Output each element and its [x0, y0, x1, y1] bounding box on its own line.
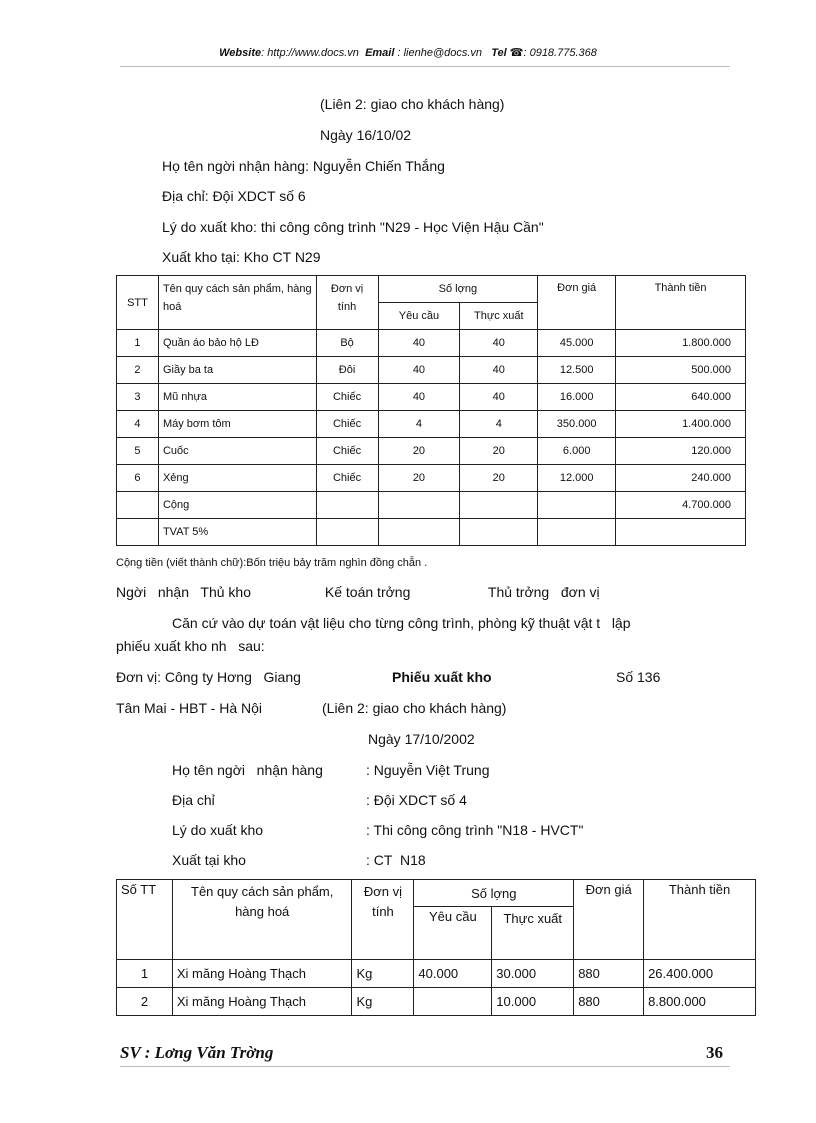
receiver-label-2: Họ tên ngời nhận hàng [172, 762, 323, 778]
header-stt: STT [117, 276, 159, 330]
cell-empty [117, 519, 159, 546]
cell-requested: 40.000 [414, 960, 492, 988]
cell-name: Quần áo bảo hộ LĐ [158, 330, 316, 357]
cell-price: 16.000 [538, 384, 616, 411]
cell-actual: 40 [460, 384, 538, 411]
cell-total: 500.000 [616, 357, 746, 384]
cell-total: 26.400.000 [644, 960, 756, 988]
cell-name: Mũ nhựa [158, 384, 316, 411]
cell-stt: 1 [117, 960, 173, 988]
cell-name: Máy bơm tôm [158, 411, 316, 438]
page-number: 36 [706, 1043, 723, 1062]
phone-icon: ☎ [509, 47, 524, 59]
cell-total: 1.800.000 [616, 330, 746, 357]
cell-empty [316, 492, 378, 519]
cell-stt: 6 [117, 465, 159, 492]
website: : http://www.docs.vn [261, 47, 359, 59]
header-name: Tên quy cách sản phẩm, hàng hoá [172, 880, 352, 960]
warehouse-1: Xuất kho tại: Kho CT N29 [162, 249, 321, 265]
cell-requested: 4 [378, 411, 460, 438]
table-row [117, 411, 746, 438]
cell-empty [538, 492, 616, 519]
cell-unit: Đôi [316, 357, 378, 384]
header-price: Đơn giá [574, 880, 644, 960]
cell-unit: Chiếc [316, 465, 378, 492]
table-row [117, 438, 746, 465]
address-label-2: Địa chỉ [172, 792, 215, 808]
header-name: Tên quy cách sản phẩm, hàng hoá [158, 276, 316, 330]
vat-label: TVAT 5% [158, 519, 316, 546]
header-actual: Thực xuất [492, 907, 574, 960]
voucher-1-table [116, 275, 746, 546]
student-name: SV : Lơng Văn Trờng [120, 1043, 274, 1062]
header-total: Thành tiền [644, 880, 756, 960]
cell-total: 1.400.000 [616, 411, 746, 438]
sum-row [117, 492, 746, 519]
cell-stt: 5 [117, 438, 159, 465]
voucher-title: Phiếu xuất kho [392, 669, 492, 685]
copy-note-2: (Liên 2: giao cho khách hàng) [322, 700, 507, 716]
footer-divider [120, 1066, 730, 1067]
reason-1: Lý do xuất kho: thi công công trình "N29 - Học Viện Hậu Cần" [162, 219, 544, 235]
table-row [117, 960, 756, 988]
email: : lienhe@docs.vn [397, 47, 483, 59]
warehouse-label-2: Xuất tại kho [172, 852, 246, 868]
cell-actual: 20 [460, 438, 538, 465]
cell-empty [538, 519, 616, 546]
cell-actual: 20 [460, 465, 538, 492]
unit-address: Tân Mai - HBT - Hà Nội [116, 700, 262, 716]
amount-in-words: Cộng tiền (viết thành chữ):Bốn triệu bảy trăm nghìn đồng chẵn . [116, 557, 428, 569]
header-qty: Số lợng [378, 276, 538, 303]
cell-empty [378, 519, 460, 546]
cell-unit: Chiếc [316, 384, 378, 411]
cell-requested: 20 [378, 465, 460, 492]
cell-stt: 4 [117, 411, 159, 438]
cell-empty [460, 492, 538, 519]
copy-note-1: (Liên 2: giao cho khách hàng) [320, 96, 505, 112]
sum-total: 4.700.000 [616, 492, 746, 519]
cell-total: 640.000 [616, 384, 746, 411]
cell-actual: 40 [460, 357, 538, 384]
cell-name: Giầy ba ta [158, 357, 316, 384]
header-requested: Yêu cầu [414, 907, 492, 960]
issuing-unit: Đơn vị: Công ty Hơng Giang [116, 669, 301, 685]
cell-requested: 40 [378, 384, 460, 411]
cell-price: 45.000 [538, 330, 616, 357]
address-1: Địa chỉ: Đội XDCT số 6 [162, 188, 306, 204]
cell-requested [414, 988, 492, 1016]
cell-requested: 20 [378, 438, 460, 465]
paragraph-line-2: phiếu xuất kho nh sau: [116, 638, 265, 654]
cell-empty [316, 519, 378, 546]
cell-unit: Kg [352, 988, 414, 1016]
address-value-2: : Đội XDCT số 4 [366, 792, 467, 808]
cell-stt: 3 [117, 384, 159, 411]
vat-row [117, 519, 746, 546]
cell-stt: 2 [117, 357, 159, 384]
sum-label: Cộng [158, 492, 316, 519]
voucher-number: Số 136 [616, 669, 661, 685]
cell-actual: 4 [460, 411, 538, 438]
cell-unit: Chiếc [316, 411, 378, 438]
cell-price: 12.000 [538, 465, 616, 492]
table-row [117, 357, 746, 384]
header-divider [120, 66, 730, 67]
cell-requested: 40 [378, 330, 460, 357]
header-total: Thành tiền [616, 276, 746, 330]
table-row [117, 330, 746, 357]
cell-empty [117, 492, 159, 519]
table-header-row [117, 880, 756, 907]
reason-value-2: : Thi công công trình "N18 - HVCT" [366, 822, 584, 838]
cell-actual: 30.000 [492, 960, 574, 988]
reason-label-2: Lý do xuất kho [172, 822, 264, 838]
tel: : 0918.775.368 [523, 47, 597, 59]
cell-name: Xẻng [158, 465, 316, 492]
header-unit: Đơn vị tính [352, 880, 414, 960]
table-row [117, 465, 746, 492]
warehouse-value-2: : CT N18 [366, 852, 426, 868]
cell-empty [378, 492, 460, 519]
header-actual: Thực xuất [460, 303, 538, 330]
page-header [0, 46, 816, 59]
cell-requested: 40 [378, 357, 460, 384]
cell-stt: 2 [117, 988, 173, 1016]
cell-total: 8.800.000 [644, 988, 756, 1016]
header-unit: Đơn vị tính [316, 276, 378, 330]
table-row [117, 384, 746, 411]
cell-price: 12.500 [538, 357, 616, 384]
cell-empty [616, 519, 746, 546]
header-stt: Số TT [117, 880, 173, 960]
paragraph-line-1: Căn cứ vào dự toán vật liệu cho từng công trình, phòng kỹ thuật vật t lập [172, 615, 631, 631]
header-price: Đơn giá [538, 276, 616, 330]
tel-label: Tel [491, 47, 507, 59]
date-2: Ngày 17/10/2002 [368, 731, 475, 747]
cell-empty [460, 519, 538, 546]
cell-unit: Chiếc [316, 438, 378, 465]
table-header-row [117, 276, 746, 303]
cell-actual: 10.000 [492, 988, 574, 1016]
receiver-value-2: : Nguyễn Việt Trung [366, 762, 490, 778]
cell-total: 120.000 [616, 438, 746, 465]
date-1: Ngày 16/10/02 [320, 127, 412, 143]
cell-unit: Bộ [316, 330, 378, 357]
cell-stt: 1 [117, 330, 159, 357]
cell-total: 240.000 [616, 465, 746, 492]
cell-price: 880 [574, 960, 644, 988]
voucher-2-table [116, 879, 756, 1016]
email-label: Email [365, 47, 395, 59]
website-label: Website [219, 47, 262, 59]
header-qty: Số lợng [414, 880, 574, 907]
cell-price: 880 [574, 988, 644, 1016]
cell-price: 6.000 [538, 438, 616, 465]
receiver-1: Họ tên ngời nhận hàng: Nguyễn Chiến Thắng [162, 158, 445, 174]
header-requested: Yêu cầu [378, 303, 460, 330]
table-row [117, 988, 756, 1016]
cell-name: Xi măng Hoàng Thạch [172, 988, 352, 1016]
cell-name: Xi măng Hoàng Thạch [172, 960, 352, 988]
signature-line: Ngời nhận Thủ kho Kế toán trởng Thủ trởng đơn vị [116, 584, 600, 600]
cell-price: 350.000 [538, 411, 616, 438]
cell-actual: 40 [460, 330, 538, 357]
cell-unit: Kg [352, 960, 414, 988]
cell-name: Cuốc [158, 438, 316, 465]
